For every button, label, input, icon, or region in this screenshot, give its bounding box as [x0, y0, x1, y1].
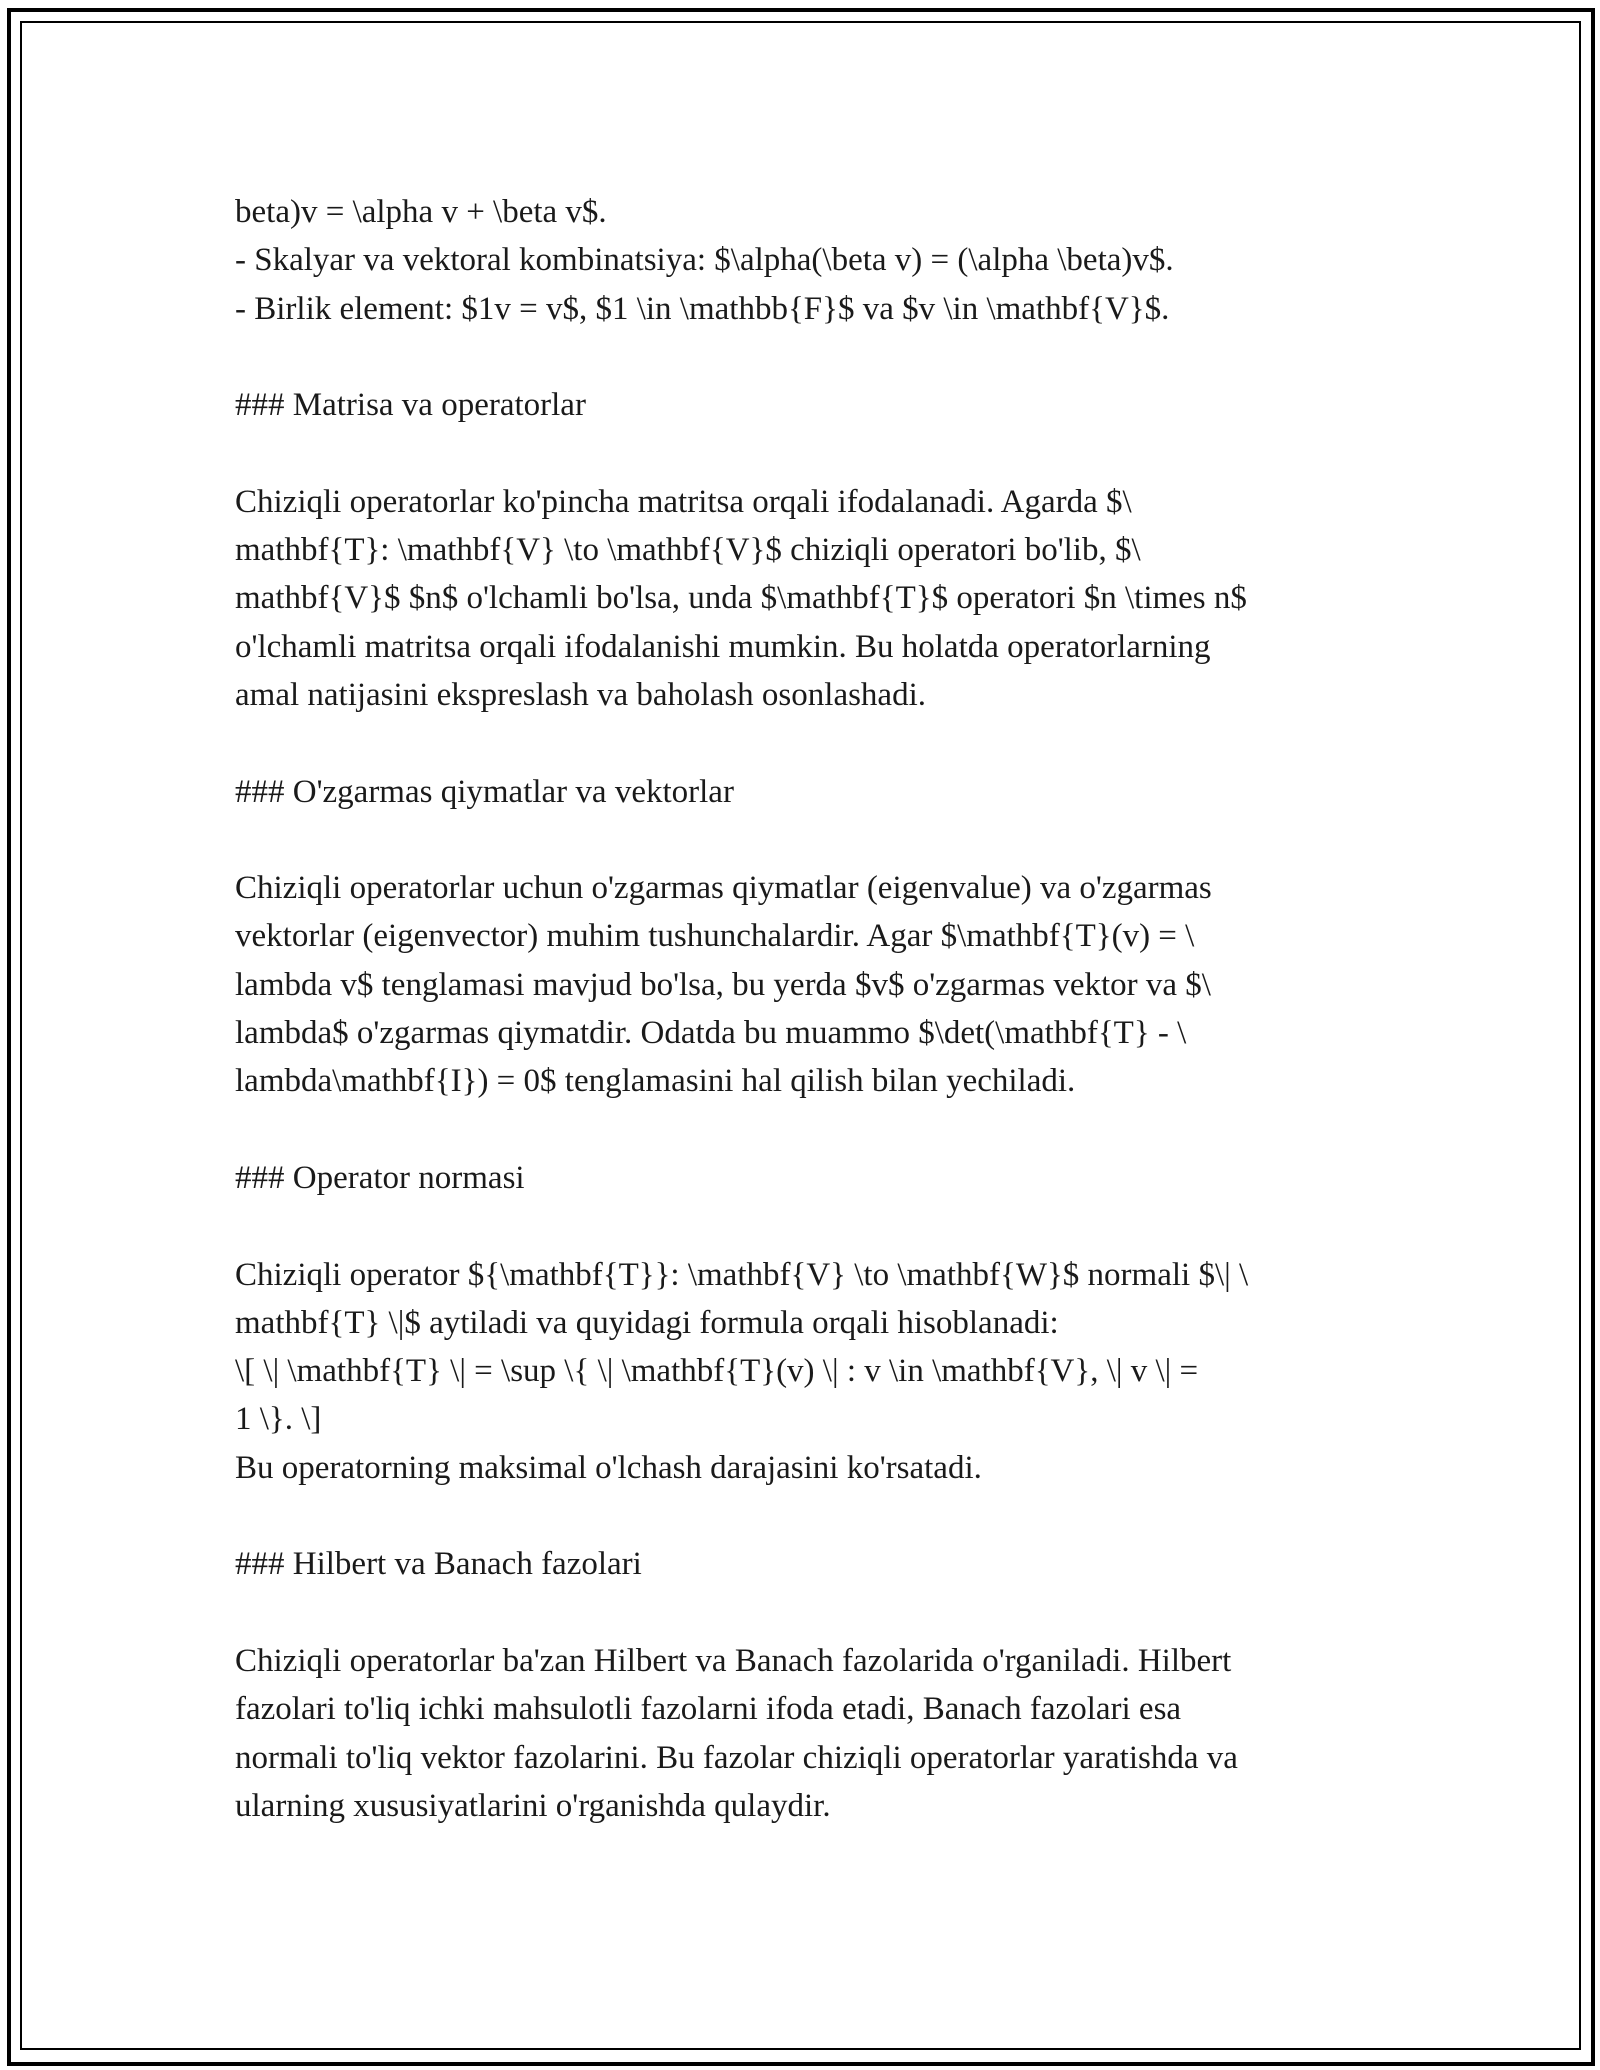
section-heading-norm: ### Operator normasi — [235, 1159, 525, 1196]
paragraph-line: fazolari to'liq ichki mahsulotli fazolarni ifoda etadi, Banach fazolari esa — [235, 1691, 1182, 1728]
paragraph-line: normali to'liq vektor fazolarini. Bu fazolar chiziqli operatorlar yaratishda va — [235, 1739, 1238, 1776]
blank-line — [235, 1492, 1385, 1540]
paragraph-line: Chiziqli operatorlar ko'pincha matritsa orqali ifodalanadi. Agarda $\ — [235, 483, 1132, 520]
paragraph-line: lambda v$ tenglamasi mavjud bo'lsa, bu yerda $v$ o'zgarmas vektor va $\ — [235, 966, 1211, 1003]
paragraph-line: o'lchamli matritsa orqali ifodalanishi mumkin. Bu holatda operatorlarning — [235, 628, 1211, 665]
paragraph-line: vektorlar (eigenvector) muhim tushunchalardir. Agar $\mathbf{T}(v) = \ — [235, 918, 1195, 955]
blank-line — [235, 333, 1385, 381]
document-body — [235, 188, 1385, 1830]
formula-line: 1 \}. \] — [235, 1401, 322, 1438]
blank-line — [235, 1106, 1385, 1154]
blank-line — [235, 429, 1385, 477]
blank-line — [235, 1589, 1385, 1637]
section-heading-eigen: ### O'zgarmas qiymatlar va vektorlar — [235, 773, 734, 810]
list-item-scalar-combination: - Skalyar va vektoral kombinatsiya: $\alpha(\beta v) = (\alpha \beta)v$. — [235, 242, 1174, 279]
paragraph-line: lambda\mathbf{I}) = 0$ tenglamasini hal qilish bilan yechiladi. — [235, 1063, 1076, 1100]
blank-line — [235, 719, 1385, 767]
list-item-unit-element: - Birlik element: $1v = v$, $1 \in \mathbb{F}$ va $v \in \mathbf{V}$. — [235, 290, 1170, 327]
paragraph-line: Chiziqli operatorlar ba'zan Hilbert va Banach fazolarida o'rganiladi. Hilbert — [235, 1642, 1232, 1679]
blank-line — [235, 1202, 1385, 1250]
paragraph-line: Chiziqli operator ${\mathbf{T}}: \mathbf{V} \to \mathbf{W}$ normali $\| \ — [235, 1256, 1249, 1293]
paragraph-line: mathbf{T} \|$ aytiladi va quyidagi formula orqali hisoblanadi: — [235, 1304, 1059, 1341]
paragraph-line: mathbf{T}: \mathbf{V} \to \mathbf{V}$ chiziqli operatori bo'lib, $\ — [235, 532, 1141, 569]
text-line: beta)v = \alpha v + \beta v$. — [235, 194, 607, 230]
paragraph-line: Bu operatorning maksimal o'lchash darajasini ko'rsatadi. — [235, 1449, 982, 1486]
section-heading-hilbert-banach: ### Hilbert va Banach fazolari — [235, 1546, 642, 1583]
blank-line — [235, 816, 1385, 864]
paragraph-line: ularning xususiyatlarini o'rganishda qulaydir. — [235, 1787, 831, 1824]
section-heading-matrix: ### Matrisa va operatorlar — [235, 387, 586, 424]
paragraph-line: Chiziqli operatorlar uchun o'zgarmas qiymatlar (eigenvalue) va o'zgarmas — [235, 870, 1212, 907]
formula-line: \[ \| \mathbf{T} \| = \sup \{ \| \mathbf{T}(v) \| : v \in \mathbf{V}, \| v \| = — [235, 1353, 1199, 1390]
paragraph-line: lambda$ o'zgarmas qiymatdir. Odatda bu muammo $\det(\mathbf{T} - \ — [235, 1015, 1187, 1052]
paragraph-line: mathbf{V}$ $n$ o'lchamli bo'lsa, unda $\mathbf{T}$ operatori $n \times n$ — [235, 580, 1247, 617]
paragraph-line: amal natijasini ekspreslash va baholash osonlashadi. — [235, 676, 927, 713]
